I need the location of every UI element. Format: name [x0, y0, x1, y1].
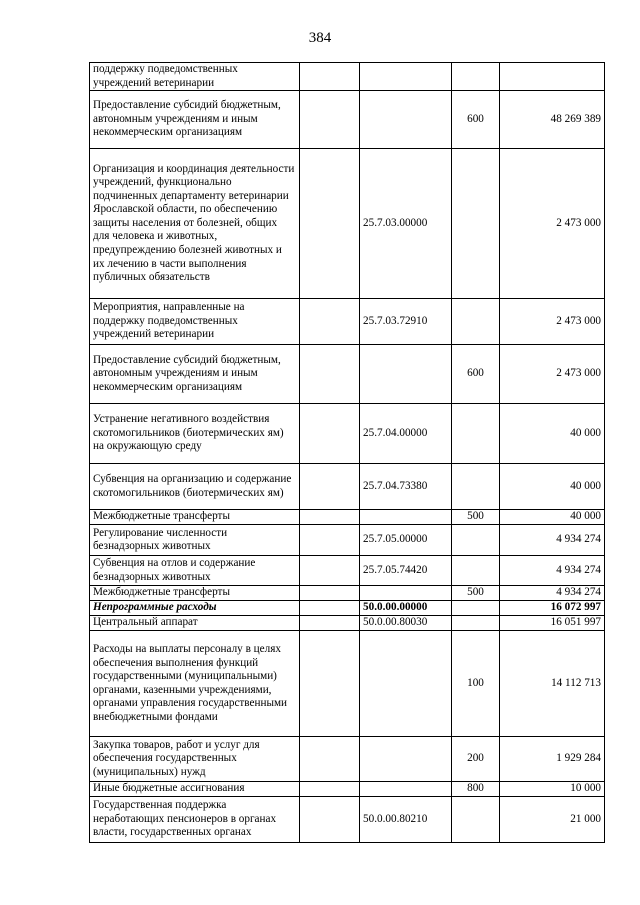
row-sum: 14 112 713: [500, 631, 605, 737]
table-row: [90, 631, 605, 737]
row-expense-type: [452, 797, 500, 843]
row-code: [360, 63, 452, 91]
row-expense-type: [452, 601, 500, 616]
row-expense-type: [452, 525, 500, 556]
row-sum: 4 934 274: [500, 586, 605, 601]
row-empty-cell: [300, 601, 360, 616]
row-empty-cell: [300, 63, 360, 91]
row-code: [360, 631, 452, 737]
row-empty-cell: [300, 631, 360, 737]
table-row: [90, 797, 605, 843]
table-row: [90, 616, 605, 631]
table-row: [90, 782, 605, 797]
row-code: 25.7.04.73380: [360, 464, 452, 510]
row-sum: 40 000: [500, 404, 605, 464]
row-empty-cell: [300, 510, 360, 525]
row-name: Центральный аппарат: [90, 616, 300, 631]
row-code: [360, 586, 452, 601]
row-name: Государственная поддержка неработающих пенсионеров в органах власти, государственных органах: [90, 797, 300, 843]
row-code: [360, 737, 452, 782]
row-code: 25.7.05.00000: [360, 525, 452, 556]
row-name: Предоставление субсидий бюджетным, автономным учреждениям и иным некоммерческим организациям: [90, 345, 300, 404]
row-expense-type: 500: [452, 586, 500, 601]
row-expense-type: [452, 63, 500, 91]
row-sum: 2 473 000: [500, 149, 605, 299]
row-sum: 10 000: [500, 782, 605, 797]
table-row-section: [90, 601, 605, 616]
row-expense-type: [452, 299, 500, 345]
row-empty-cell: [300, 616, 360, 631]
table-row: [90, 556, 605, 586]
row-name: Регулирование численности безнадзорных животных: [90, 525, 300, 556]
row-sum: 4 934 274: [500, 525, 605, 556]
row-name: Мероприятия, направленные на поддержку подведомственных учреждений ветеринарии: [90, 299, 300, 345]
row-name: поддержку подведомственных учреждений ветеринарии: [90, 63, 300, 91]
table-row: [90, 63, 605, 91]
row-expense-type: [452, 616, 500, 631]
row-expense-type: 600: [452, 91, 500, 149]
table-row: [90, 464, 605, 510]
row-code: 25.7.03.72910: [360, 299, 452, 345]
row-sum: 16 051 997: [500, 616, 605, 631]
table-row: [90, 149, 605, 299]
row-name: Иные бюджетные ассигнования: [90, 782, 300, 797]
row-empty-cell: [300, 556, 360, 586]
table-row: [90, 737, 605, 782]
row-name: Закупка товаров, работ и услуг для обеспечения государственных (муниципальных) нужд: [90, 737, 300, 782]
row-code: [360, 510, 452, 525]
row-empty-cell: [300, 91, 360, 149]
row-expense-type: 200: [452, 737, 500, 782]
row-name: Расходы на выплаты персоналу в целях обеспечения выполнения функций государственными (муниципальными) органами, казенными учреждениями, органами управления государственными внебюджетными фондами: [90, 631, 300, 737]
row-name: Межбюджетные трансферты: [90, 510, 300, 525]
table-row: [90, 525, 605, 556]
row-expense-type: [452, 464, 500, 510]
table-row: [90, 91, 605, 149]
row-empty-cell: [300, 404, 360, 464]
row-expense-type: [452, 556, 500, 586]
row-expense-type: 800: [452, 782, 500, 797]
row-empty-cell: [300, 525, 360, 556]
row-sum: 40 000: [500, 510, 605, 525]
row-empty-cell: [300, 299, 360, 345]
row-sum: 2 473 000: [500, 299, 605, 345]
row-sum: 1 929 284: [500, 737, 605, 782]
table-row: [90, 586, 605, 601]
row-name: Непрограммные расходы: [90, 601, 300, 616]
row-code: 25.7.05.74420: [360, 556, 452, 586]
row-expense-type: [452, 404, 500, 464]
row-code: 50.0.00.80030: [360, 616, 452, 631]
row-sum: 40 000: [500, 464, 605, 510]
row-sum: 2 473 000: [500, 345, 605, 404]
row-name: Межбюджетные трансферты: [90, 586, 300, 601]
row-empty-cell: [300, 345, 360, 404]
row-code: 25.7.03.00000: [360, 149, 452, 299]
row-empty-cell: [300, 586, 360, 601]
table-row: [90, 404, 605, 464]
row-empty-cell: [300, 782, 360, 797]
row-sum: 21 000: [500, 797, 605, 843]
row-code: [360, 782, 452, 797]
row-name: Субвенция на отлов и содержание безнадзорных животных: [90, 556, 300, 586]
row-expense-type: 600: [452, 345, 500, 404]
row-code: [360, 91, 452, 149]
row-sum: 4 934 274: [500, 556, 605, 586]
row-expense-type: [452, 149, 500, 299]
row-sum: [500, 63, 605, 91]
row-expense-type: 500: [452, 510, 500, 525]
row-name: Организация и координация деятельности учреждений, функционально подчиненных департаменту ветеринарии Ярославской области, по обеспечению защиты населения от болезней, общих для человека и животных, предупреждению болезней животных и их лечению в части выполнения публичных обязательств: [90, 149, 300, 299]
table-row: [90, 299, 605, 345]
table-row: [90, 510, 605, 525]
page-number: 384: [308, 30, 332, 46]
row-name: Предоставление субсидий бюджетным, автономным учреждениям и иным некоммерческим организациям: [90, 91, 300, 149]
budget-table: [89, 62, 605, 843]
row-empty-cell: [300, 797, 360, 843]
row-code: 25.7.04.00000: [360, 404, 452, 464]
row-name: Субвенция на организацию и содержание скотомогильников (биотермических ям): [90, 464, 300, 510]
row-sum: 16 072 997: [500, 601, 605, 616]
row-empty-cell: [300, 149, 360, 299]
row-code: 50.0.00.00000: [360, 601, 452, 616]
row-name: Устранение негативного воздействия скотомогильников (биотермических ям) на окружающую среду: [90, 404, 300, 464]
row-code: [360, 345, 452, 404]
row-expense-type: 100: [452, 631, 500, 737]
budget-table-body: [90, 63, 605, 843]
row-sum: 48 269 389: [500, 91, 605, 149]
table-row: [90, 345, 605, 404]
row-empty-cell: [300, 464, 360, 510]
row-empty-cell: [300, 737, 360, 782]
row-code: 50.0.00.80210: [360, 797, 452, 843]
